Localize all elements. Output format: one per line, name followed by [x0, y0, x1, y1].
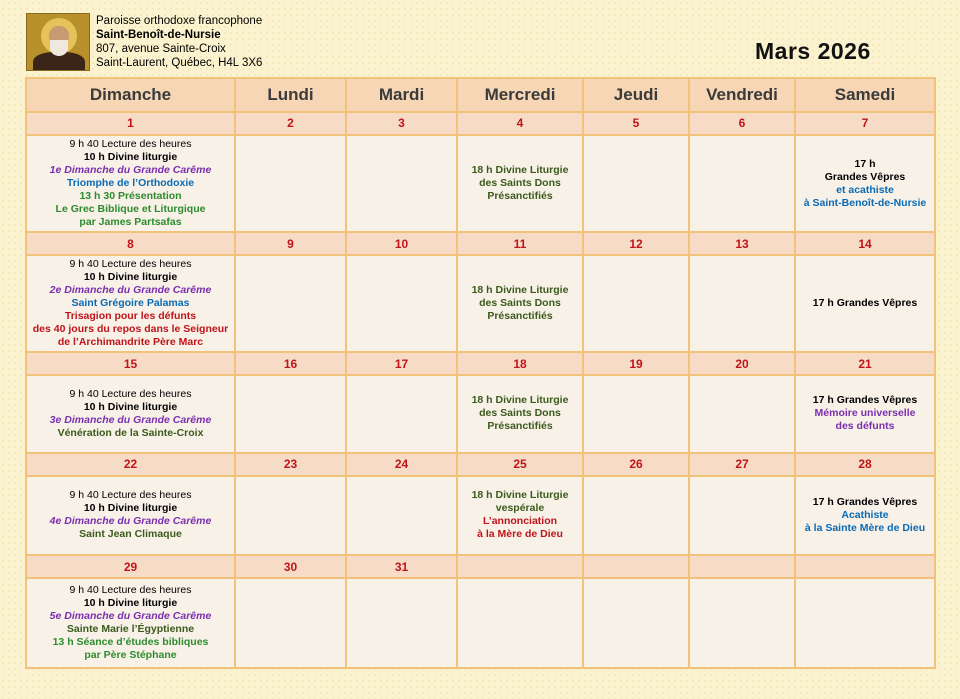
date-number: 5 — [583, 112, 689, 135]
event-line: à la Sainte Mère de Dieu — [804, 521, 926, 534]
day-events-cell — [583, 255, 689, 352]
day-events-cell — [583, 375, 689, 452]
day-events-cell — [235, 375, 346, 452]
event-line: 9 h 40 Lecture des heures — [69, 138, 192, 151]
day-events-cell — [583, 578, 689, 668]
date-number: 19 — [583, 352, 689, 375]
parish-name-line1: Paroisse orthodoxe francophone — [96, 15, 263, 27]
date-number: 10 — [346, 232, 457, 255]
date-number — [795, 555, 935, 578]
event-line: 13 h Séance d’études bibliques — [52, 636, 209, 649]
date-number: 22 — [26, 453, 235, 476]
event-line: 17 h Grandes Vêpres — [812, 394, 918, 407]
event-line: Sainte Marie l’Égyptienne — [66, 623, 195, 636]
date-number: 18 — [457, 352, 583, 375]
event-line: Saint Jean Climaque — [79, 528, 182, 541]
date-row — [26, 232, 935, 255]
event-line: et acathiste — [836, 183, 894, 196]
day-events-cell — [26, 255, 235, 352]
event-line: par James Partsafas — [79, 216, 182, 229]
date-number: 31 — [346, 555, 457, 578]
weekday-header-samedi: Samedi — [795, 78, 935, 112]
event-line: Le Grec Biblique et Liturgique — [55, 203, 206, 216]
day-events-cell — [235, 578, 346, 668]
day-events-cell — [795, 375, 935, 452]
event-line: 18 h Divine Liturgie — [471, 489, 569, 502]
weekday-header-row — [26, 78, 935, 112]
day-events-cell — [795, 135, 935, 232]
date-number: 12 — [583, 232, 689, 255]
weekday-header-lundi: Lundi — [235, 78, 346, 112]
event-line: 2e Dimanche du Grande Carême — [49, 284, 212, 297]
date-number: 16 — [235, 352, 346, 375]
event-line: Mémoire universelle — [814, 407, 916, 420]
date-number: 29 — [26, 555, 235, 578]
month-title: Mars 2026 — [755, 38, 871, 64]
event-line: 10 h Divine liturgie — [83, 502, 178, 515]
events-row — [26, 578, 935, 668]
date-number — [583, 555, 689, 578]
event-line: L’annonciation — [482, 515, 558, 528]
day-events-cell — [795, 255, 935, 352]
date-number: 23 — [235, 453, 346, 476]
events-row — [26, 375, 935, 452]
date-number: 13 — [689, 232, 795, 255]
event-line: des Saints Dons — [479, 407, 561, 420]
event-line: 1e Dimanche du Grande Carême — [49, 164, 212, 177]
date-number: 9 — [235, 232, 346, 255]
day-events-cell — [689, 255, 795, 352]
day-events-cell — [795, 578, 935, 668]
date-number: 4 — [457, 112, 583, 135]
event-line: des défunts — [835, 420, 895, 433]
day-events-cell — [457, 135, 583, 232]
calendar-grid — [25, 77, 936, 669]
event-line: 4e Dimanche du Grande Carême — [49, 515, 212, 528]
day-events-cell — [26, 135, 235, 232]
parish-address-street: 807, avenue Sainte-Croix — [96, 43, 226, 55]
event-line: 18 h Divine Liturgie — [471, 164, 569, 177]
event-line: Grandes Vêpres — [824, 170, 906, 183]
date-number: 8 — [26, 232, 235, 255]
weekday-header-vendredi: Vendredi — [689, 78, 795, 112]
event-line: 5e Dimanche du Grande Carême — [49, 610, 212, 623]
event-line: à Saint-Benoît-de-Nursie — [803, 196, 927, 209]
event-line: Présanctifiés — [487, 190, 553, 203]
date-row — [26, 112, 935, 135]
weekday-header-jeudi: Jeudi — [583, 78, 689, 112]
day-events-cell — [457, 255, 583, 352]
event-line: 10 h Divine liturgie — [83, 400, 178, 413]
day-events-cell — [26, 476, 235, 555]
day-events-cell — [235, 476, 346, 555]
day-events-cell — [689, 578, 795, 668]
event-line: Présanctifiés — [487, 310, 553, 323]
weekday-header-dimanche: Dimanche — [26, 78, 235, 112]
event-line: 13 h 30 Présentation — [79, 190, 182, 203]
date-row — [26, 555, 935, 578]
date-number: 26 — [583, 453, 689, 476]
event-line: 17 h Grandes Vêpres — [812, 297, 918, 310]
event-line: 10 h Divine liturgie — [83, 271, 178, 284]
event-line: 9 h 40 Lecture des heures — [69, 489, 192, 502]
day-events-cell — [346, 255, 457, 352]
event-line: par Père Stéphane — [84, 649, 177, 662]
day-events-cell — [583, 476, 689, 555]
event-line: 3e Dimanche du Grande Carême — [49, 413, 212, 426]
event-line: Triomphe de l’Orthodoxie — [66, 177, 195, 190]
events-row — [26, 135, 935, 232]
day-events-cell — [583, 135, 689, 232]
weekday-header-mercredi: Mercredi — [457, 78, 583, 112]
date-number: 7 — [795, 112, 935, 135]
event-line: des Saints Dons — [479, 297, 561, 310]
event-line: Saint Grégoire Palamas — [71, 297, 190, 310]
day-events-cell — [457, 476, 583, 555]
date-number: 2 — [235, 112, 346, 135]
event-line: 9 h 40 Lecture des heures — [69, 258, 192, 271]
date-number: 28 — [795, 453, 935, 476]
event-line: 18 h Divine Liturgie — [471, 284, 569, 297]
day-events-cell — [26, 375, 235, 452]
event-line: 10 h Divine liturgie — [83, 151, 178, 164]
event-line: vespérale — [495, 502, 545, 515]
date-number: 25 — [457, 453, 583, 476]
event-line: Trisagion pour les défunts — [64, 310, 197, 323]
date-number — [457, 555, 583, 578]
day-events-cell — [346, 375, 457, 452]
event-line: Présanctifiés — [487, 420, 553, 433]
day-events-cell — [346, 135, 457, 232]
event-line: 9 h 40 Lecture des heures — [69, 584, 192, 597]
day-events-cell — [235, 135, 346, 232]
date-number: 30 — [235, 555, 346, 578]
saint-icon-image — [26, 13, 90, 71]
date-number: 14 — [795, 232, 935, 255]
event-line: Acathiste — [841, 508, 889, 521]
date-number: 21 — [795, 352, 935, 375]
day-events-cell — [457, 375, 583, 452]
date-number: 24 — [346, 453, 457, 476]
date-number: 11 — [457, 232, 583, 255]
date-row — [26, 453, 935, 476]
day-events-cell — [346, 578, 457, 668]
day-events-cell — [346, 476, 457, 555]
date-number: 27 — [689, 453, 795, 476]
day-events-cell — [795, 476, 935, 555]
events-row — [26, 255, 935, 352]
date-number: 1 — [26, 112, 235, 135]
event-line: des 40 jours du repos dans le Seigneur — [32, 323, 229, 336]
parish-info — [96, 14, 262, 70]
day-events-cell — [457, 578, 583, 668]
event-line: à la Mère de Dieu — [477, 528, 563, 541]
event-line: 18 h Divine Liturgie — [471, 394, 569, 407]
event-line: de l’Archimandrite Père Marc — [57, 336, 204, 349]
day-events-cell — [689, 476, 795, 555]
day-events-cell — [689, 135, 795, 232]
events-row — [26, 476, 935, 555]
date-number: 15 — [26, 352, 235, 375]
event-line: 17 h Grandes Vêpres — [812, 495, 918, 508]
event-line: des Saints Dons — [479, 177, 561, 190]
date-number: 3 — [346, 112, 457, 135]
day-events-cell — [235, 255, 346, 352]
parish-name-line2: Saint-Benoît-de-Nursie — [96, 29, 221, 41]
weekday-header-mardi: Mardi — [346, 78, 457, 112]
date-number — [689, 555, 795, 578]
date-number: 6 — [689, 112, 795, 135]
event-line: 9 h 40 Lecture des heures — [69, 387, 192, 400]
date-number: 17 — [346, 352, 457, 375]
day-events-cell — [689, 375, 795, 452]
parish-address-city: Saint-Laurent, Québec, H4L 3X6 — [96, 57, 263, 69]
date-row — [26, 352, 935, 375]
event-line: 10 h Divine liturgie — [83, 597, 178, 610]
date-number: 20 — [689, 352, 795, 375]
event-line: Vénération de la Sainte-Croix — [57, 426, 204, 439]
event-line: 17 h — [854, 157, 876, 170]
day-events-cell — [26, 578, 235, 668]
